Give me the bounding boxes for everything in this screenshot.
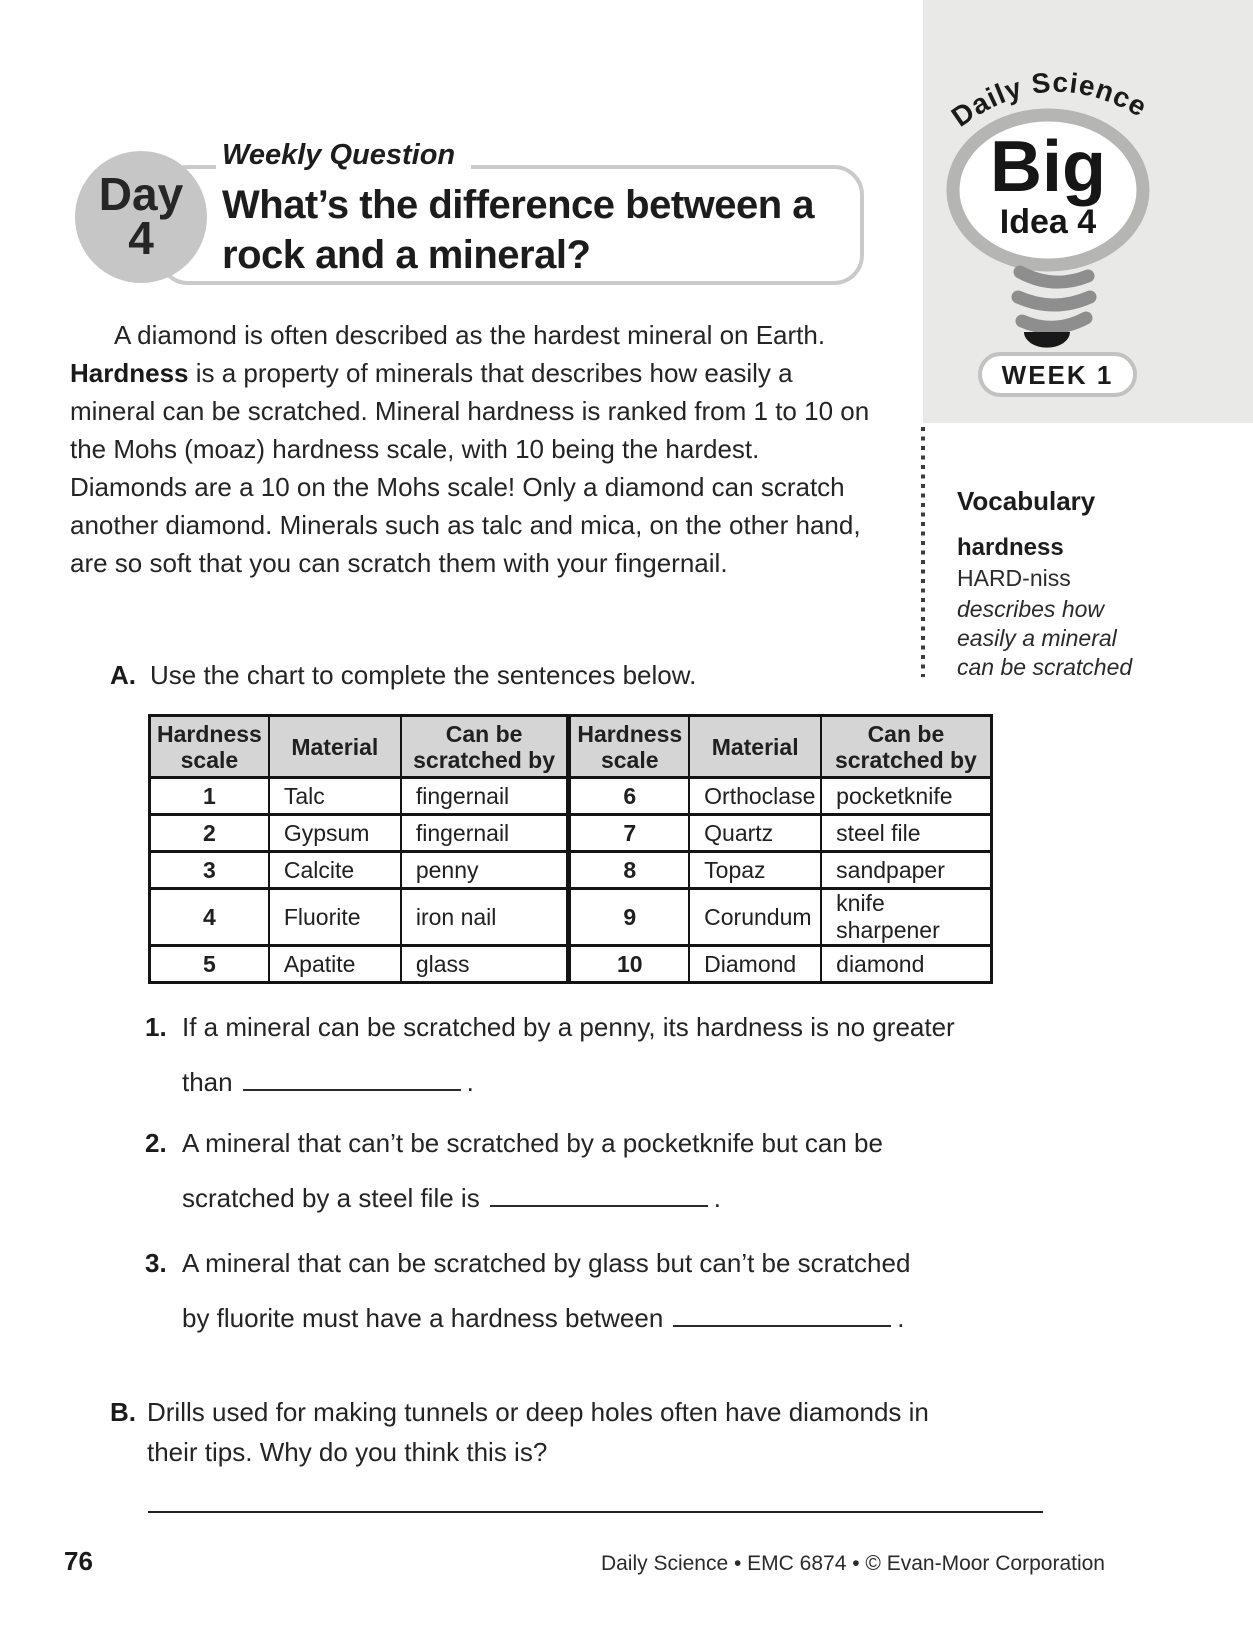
table-cell: Orthoclase [689, 778, 821, 815]
question-item-1 [145, 1012, 1065, 1097]
svg-text:Idea 4: Idea 4 [999, 203, 1097, 241]
question-item-3 [145, 1248, 1065, 1333]
table-cell: Diamond [689, 946, 821, 983]
vocabulary-term: hardness [957, 534, 1064, 561]
column-header: Can be scratched by [821, 716, 991, 778]
table-cell: glass [401, 946, 569, 983]
bulb-thread-icon [1020, 272, 1088, 282]
question-period: . [897, 1303, 905, 1333]
section-b-prompt: Drills used for making tunnels or deep holes often have diamonds in their tips. Why do you think this is? [147, 1397, 929, 1467]
table-cell: Calcite [269, 852, 401, 889]
question-number: 2. [145, 1128, 167, 1158]
hardness-table [148, 714, 993, 984]
question-period: . [713, 1183, 721, 1213]
table-cell: Fluorite [269, 889, 401, 946]
section-a-label: A. [110, 660, 136, 690]
question-number: 3. [145, 1248, 167, 1278]
table-cell: 10 [569, 946, 689, 983]
page-number: 76 [64, 1546, 93, 1576]
vocabulary-pronunciation: HARD-niss [957, 565, 1071, 591]
table-row [150, 815, 992, 852]
svg-text:Big: Big [990, 127, 1106, 207]
column-header: Material [269, 716, 401, 778]
hardness-table-body [150, 778, 992, 983]
section-b [110, 1392, 970, 1472]
copyright-footer: Daily Science • EMC 6874 • © Evan-Moor Corporation [600, 1552, 1105, 1575]
answer-line[interactable] [148, 1511, 1043, 1513]
table-cell: 1 [150, 778, 269, 815]
week-badge: WEEK 1 [978, 352, 1137, 397]
table-cell: 9 [569, 889, 689, 946]
table-cell: 8 [569, 852, 689, 889]
intro-text-2: is a property of minerals that describes how easily a mineral can be scratched. Mineral hardness is ranked from 1 to 10 on the Mohs (moaz) hardness scale, with 10 being the hardest. Diamonds are a 10 on the Mohs scale! Only a diamond can scratch another diamond. Minerals such as talc and mica, on the other hand, are so soft that you can scratch them with your fingernail. [70, 358, 870, 578]
column-header: Hardness scale [150, 716, 269, 778]
table-cell: Apatite [269, 946, 401, 983]
table-cell: pocketknife [821, 778, 991, 815]
table-cell: 3 [150, 852, 269, 889]
intro-bold-term: Hardness [70, 358, 189, 388]
day-number: 4 [128, 212, 154, 264]
table-cell: Topaz [689, 852, 821, 889]
table-cell: knife sharpener [821, 889, 991, 946]
table-cell: Quartz [689, 815, 821, 852]
table-row [150, 778, 992, 815]
table-cell: 6 [569, 778, 689, 815]
bulb-thread-icon [1018, 297, 1090, 305]
dotted-divider [921, 427, 925, 677]
question-period: . [466, 1067, 474, 1097]
question-text: scratched by a steel file is [182, 1183, 480, 1213]
table-cell: penny [401, 852, 569, 889]
hardness-table-head [150, 716, 992, 778]
bulb-thread-icon [1022, 318, 1086, 327]
vocabulary-heading: Vocabulary [957, 486, 1096, 516]
column-header: Hardness scale [569, 716, 689, 778]
question-text: If a mineral can be scratched by a penny, its hardness is no greater [182, 1012, 955, 1042]
section-a-header [110, 660, 696, 691]
table-cell: sandpaper [821, 852, 991, 889]
day-badge [75, 151, 207, 283]
table-cell: 2 [150, 815, 269, 852]
table-cell: Corundum [689, 889, 821, 946]
table-cell: 7 [569, 815, 689, 852]
answer-blank[interactable] [673, 1303, 891, 1327]
table-cell: fingernail [401, 778, 569, 815]
column-header: Material [689, 716, 821, 778]
brand-panel [923, 0, 1253, 423]
intro-text-1: A diamond is often described as the hardest mineral on Earth. [114, 320, 826, 350]
table-cell: 4 [150, 889, 269, 946]
intro-paragraph [70, 316, 872, 582]
question-text: A mineral that can be scratched by glass but can’t be scratched [182, 1248, 911, 1278]
table-cell: steel file [821, 815, 991, 852]
question-number: 1. [145, 1012, 167, 1042]
bulb-tip-icon [1024, 332, 1070, 348]
table-cell: Talc [269, 778, 401, 815]
column-header: Can be scratched by [401, 716, 569, 778]
question-text: by fluorite must have a hardness between [182, 1303, 664, 1333]
table-row [150, 889, 992, 946]
answer-blank[interactable] [243, 1067, 461, 1091]
vocabulary-panel [957, 486, 1147, 682]
vocabulary-definition: describes how easily a mineral can be scratched [957, 596, 1133, 680]
section-a-instruction: Use the chart to complete the sentences below. [150, 660, 697, 690]
table-cell: fingernail [401, 815, 569, 852]
question-text: A mineral that can’t be scratched by a pocketknife but can be [182, 1128, 883, 1158]
table-row [150, 852, 992, 889]
section-b-label: B. [110, 1397, 136, 1427]
page-title: What’s the difference between a rock and a mineral? [222, 183, 815, 277]
table-cell: diamond [821, 946, 991, 983]
svg-text:Daily Science: Daily Science [945, 66, 1153, 133]
question-item-2 [145, 1128, 1065, 1213]
table-cell: 5 [150, 946, 269, 983]
day-label: Day [98, 168, 184, 221]
answer-blank[interactable] [490, 1183, 708, 1207]
weekly-question-kicker: Weekly Question [216, 139, 471, 174]
table-cell: Gypsum [269, 815, 401, 852]
table-cell: iron nail [401, 889, 569, 946]
table-row [150, 946, 992, 983]
question-text: than [182, 1067, 233, 1097]
